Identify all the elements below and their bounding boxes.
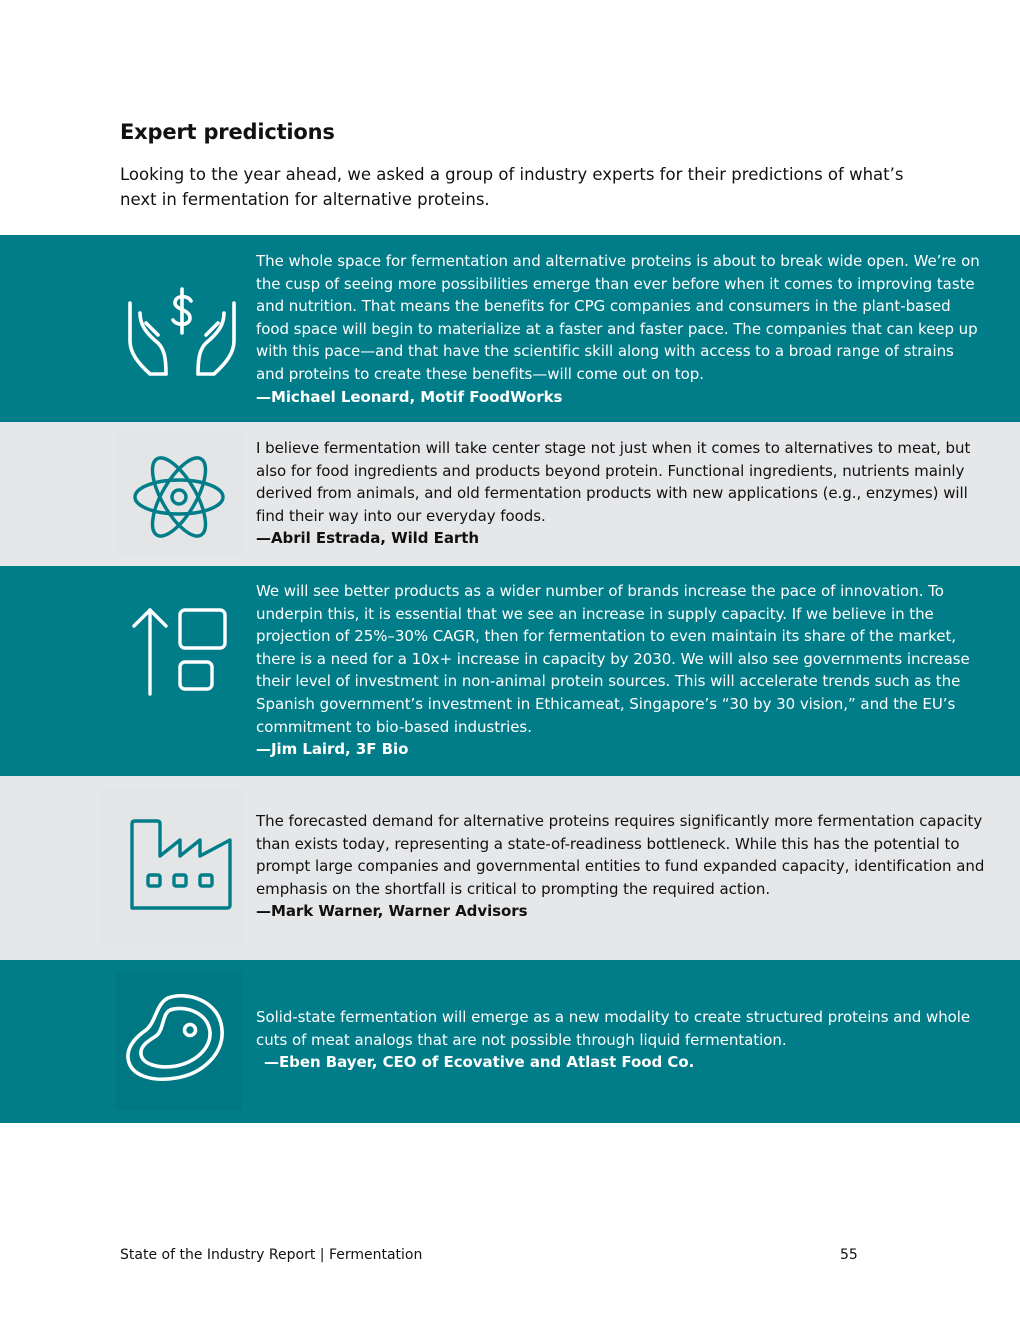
page-number: 55: [840, 1247, 858, 1263]
icon-box-4: [100, 790, 242, 944]
prediction-card-4: [0, 776, 1020, 960]
prediction-card-2: [0, 422, 1020, 566]
icon-box-5: [116, 972, 242, 1110]
prediction-card-3: [0, 566, 1020, 776]
icon-box-2: [116, 432, 242, 556]
hands-dollar-icon: [124, 283, 240, 379]
prediction-author-5: —Eben Bayer, CEO of Ecovative and Atlast Food Co.: [264, 1053, 695, 1072]
steak-icon: [124, 992, 226, 1084]
prediction-author-2: —Abril Estrada, Wild Earth: [256, 529, 479, 548]
prediction-card-1: [0, 235, 1020, 422]
atom-icon: [132, 450, 226, 544]
prediction-author-4: —Mark Warner, Warner Advisors: [256, 902, 528, 921]
footer-report-title: State of the Industry Report | Fermentation: [120, 1247, 423, 1263]
growth-arrow-blocks-icon: [130, 606, 230, 696]
factory-icon: [128, 818, 234, 912]
icon-box-3: [116, 586, 242, 756]
prediction-text-2: I believe fermentation will take center stage not just when it comes to alternatives to meat, but also for food ingredients and products beyond protein. Functional ingredients, nutrients mainly derived from animals, and old fermentation products with new applications (e.g., enzymes) will find their way into our everyday foods.: [256, 439, 971, 525]
prediction-text-3: We will see better products as a wider number of brands increase the pace of innovation. To underpin this, it is essential that we see an increase in supply capacity. If we believe in the projection of 25%–30% CAGR, then for fermentation to even maintain its share of the market, there is a need for a 10x+ increase in capacity by 2030. We will also see governments increase their level of investment in non-animal protein sources. This will accelerate trends such as the Spanish government’s investment in Ethicameat, Singapore’s “30 by 30 vision,” and the EU’s commitment to bio-based industries.: [256, 582, 970, 736]
intro-text: Looking to the year ahead, we asked a group of industry experts for their predictions of what’s next in fermentation for alternative proteins.: [120, 165, 904, 209]
prediction-text-4: The forecasted demand for alternative proteins requires significantly more fermentation capacity than exists today, representing a state-of-readiness bottleneck. While this has the potential to prompt large companies and governmental entities to fund expanded capacity, identification and emphasis on the shortfall is critical to prompting the required action.: [256, 812, 985, 898]
prediction-text-1: The whole space for fermentation and alternative proteins is about to break wide open. We’re on the cusp of seeing more possibilities emerge than ever before when it comes to improving taste and nutrition. That means the benefits for CPG companies and consumers in the plant-based food space will begin to materialize at a faster and faster pace. The companies that can keep up with this pace—and that have the scientific skill along with access to a broad range of strains and proteins to create these benefits—will come out on top.: [256, 252, 980, 383]
prediction-text-5: Solid-state fermentation will emerge as a new modality to create structured proteins and whole cuts of meat analogs that are not possible through liquid fermentation.: [256, 1008, 971, 1049]
page-title: Expert predictions: [120, 120, 335, 144]
prediction-card-5: [0, 960, 1020, 1123]
icon-box-1: [116, 255, 242, 405]
prediction-author-3: —Jim Laird, 3F Bio: [256, 740, 409, 759]
prediction-author-1: —Michael Leonard, Motif FoodWorks: [256, 387, 563, 406]
